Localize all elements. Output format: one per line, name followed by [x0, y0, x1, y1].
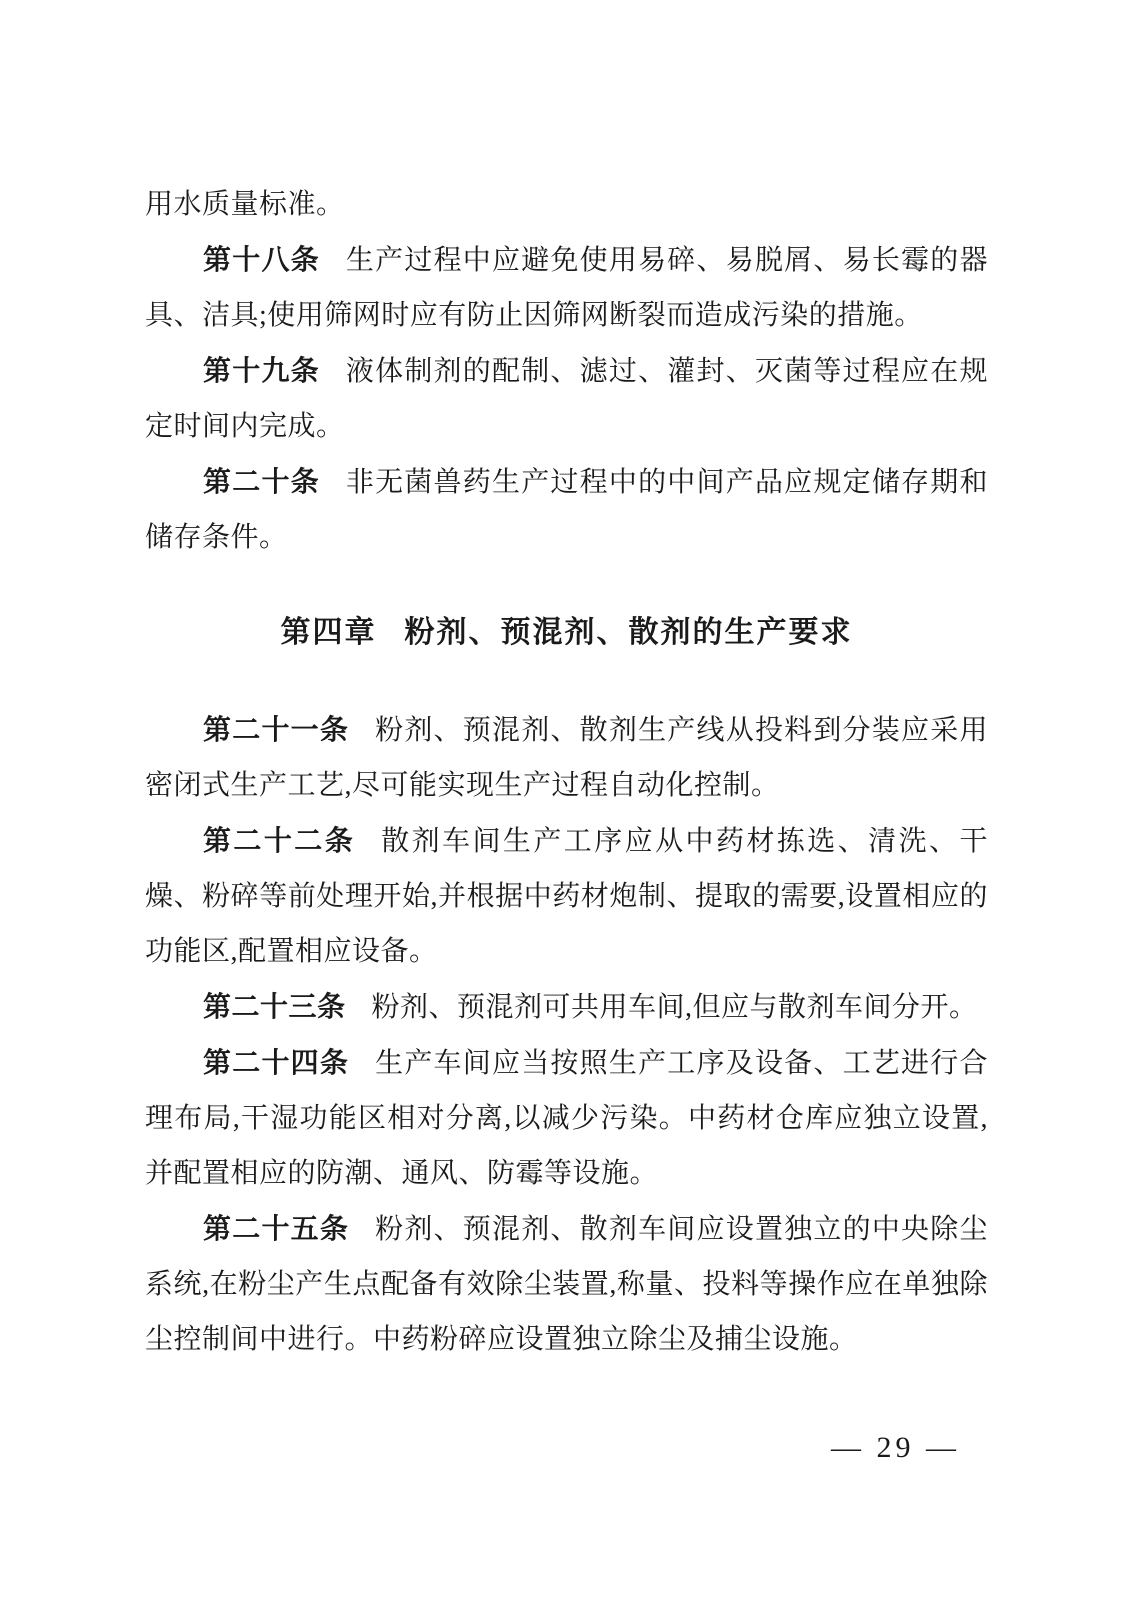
article-paragraph-21 [145, 702, 988, 813]
chapter-label: 第四章 [280, 616, 377, 649]
article-text: 粉剂、预混剂、散剂车间应设置独立的中央除尘系统,在粉尘产生点配备有效除尘装置,称量、投料等操作应在单独除尘控制间中进行。中药粉碎应设置独立除尘及捕尘设施。 [145, 1214, 988, 1355]
article-paragraph-24 [145, 1035, 988, 1201]
chapter-heading [145, 605, 988, 660]
continuation-paragraph [145, 177, 988, 232]
article-text: 粉剂、预混剂、散剂生产线从投料到分装应采用密闭式生产工艺,尽可能实现生产过程自动化控制。 [145, 715, 988, 801]
page-number: — 29 — [831, 1431, 960, 1464]
article-number: 第二十条 [203, 466, 320, 497]
article-paragraph-23 [145, 979, 988, 1035]
article-paragraph-18 [145, 232, 988, 343]
article-number: 第十八条 [203, 244, 320, 275]
page-footer [831, 1428, 960, 1468]
article-number: 第十九条 [203, 355, 320, 386]
article-text: 生产车间应当按照生产工序及设备、工艺进行合理布局,干湿功能区相对分离,以减少污染。中药材仓库应独立设置,并配置相应的防潮、通风、防霉等设施。 [145, 1048, 988, 1189]
document-body [145, 177, 988, 1367]
article-number: 第二十一条 [203, 714, 350, 745]
continuation-text: 用水质量标准。 [145, 189, 345, 220]
article-text: 散剂车间生产工序应从中药材拣选、清洗、干燥、粉碎等前处理开始,并根据中药材炮制、提取的需要,设置相应的功能区,配置相应设备。 [145, 826, 988, 967]
article-paragraph-22 [145, 813, 988, 979]
article-number: 第二十二条 [203, 825, 356, 856]
article-number: 第二十四条 [203, 1047, 350, 1078]
article-paragraph-20 [145, 454, 988, 565]
article-text: 粉剂、预混剂可共用车间,但应与散剂车间分开。 [371, 992, 978, 1023]
article-text: 生产过程中应避免使用易碎、易脱屑、易长霉的器具、洁具;使用筛网时应有防止因筛网断裂而造成污染的措施。 [145, 245, 988, 331]
chapter-title: 粉剂、预混剂、散剂的生产要求 [404, 616, 853, 649]
article-text: 非无菌兽药生产过程中的中间产品应规定储存期和储存条件。 [145, 467, 988, 553]
article-number: 第二十五条 [203, 1213, 350, 1244]
article-number: 第二十三条 [203, 991, 346, 1022]
article-text: 液体制剂的配制、滤过、灌封、灭菌等过程应在规定时间内完成。 [145, 356, 988, 442]
article-paragraph-19 [145, 343, 988, 454]
article-paragraph-25 [145, 1201, 988, 1367]
